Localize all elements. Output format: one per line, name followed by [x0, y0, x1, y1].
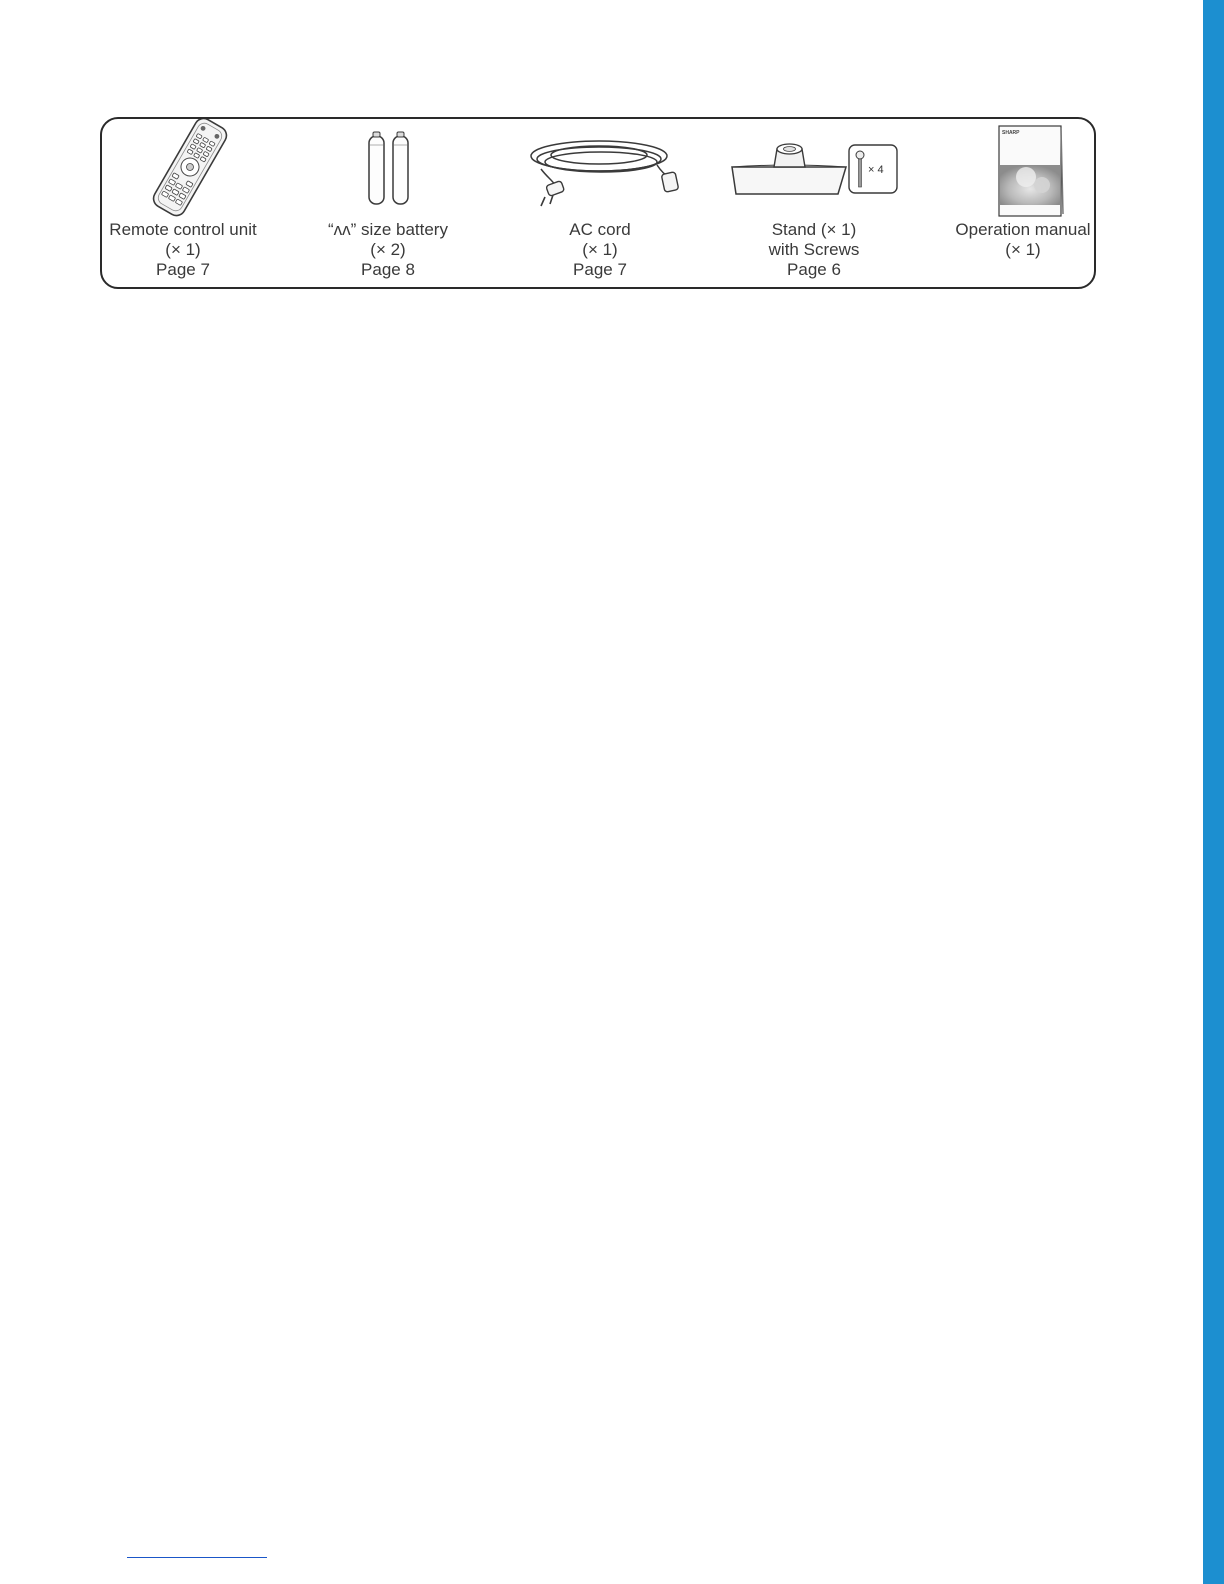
manual-brand-logo: SHARP — [1002, 130, 1020, 136]
remote-control-icon — [102, 119, 264, 219]
battery-quantity: (× 2) — [370, 240, 406, 259]
manual-quantity: (× 1) — [1005, 240, 1041, 259]
stand-icon — [718, 119, 910, 219]
remote-control-name: Remote control unit — [109, 220, 257, 239]
battery-caption — [307, 220, 469, 280]
manual-caption — [942, 220, 1104, 260]
stand-page-ref: Page 6 — [787, 260, 841, 279]
screw-count-label: × 4 — [868, 164, 884, 176]
remote-control-page-ref: Page 7 — [156, 260, 210, 279]
remote-control-quantity: (× 1) — [165, 240, 201, 259]
battery-name: “ʌʌ” size battery — [328, 220, 448, 239]
stand-screws-note: with Screws — [768, 240, 860, 259]
footer-link-underline[interactable] — [127, 1557, 267, 1558]
accessory-stand — [718, 119, 910, 287]
stand-caption — [718, 220, 910, 280]
ac-cord-caption — [519, 220, 681, 280]
accessory-ac-cord — [519, 119, 681, 287]
accessory-remote-control — [102, 119, 264, 287]
battery-page-ref: Page 8 — [361, 260, 415, 279]
accessory-operation-manual — [942, 119, 1104, 287]
ac-cord-page-ref: Page 7 — [573, 260, 627, 279]
remote-control-caption — [102, 220, 264, 280]
stand-name: Stand (× 1) — [771, 220, 857, 239]
accessory-battery — [307, 119, 469, 287]
ac-cord-quantity: (× 1) — [582, 240, 618, 259]
manual-icon — [942, 119, 1104, 219]
manual-name: Operation manual — [955, 220, 1091, 239]
ac-cord-name: AC cord — [569, 220, 631, 239]
supplied-accessories-box — [100, 117, 1096, 289]
battery-icon — [307, 119, 469, 219]
page-edge-bar — [1203, 0, 1224, 1584]
ac-cord-icon — [519, 119, 681, 219]
